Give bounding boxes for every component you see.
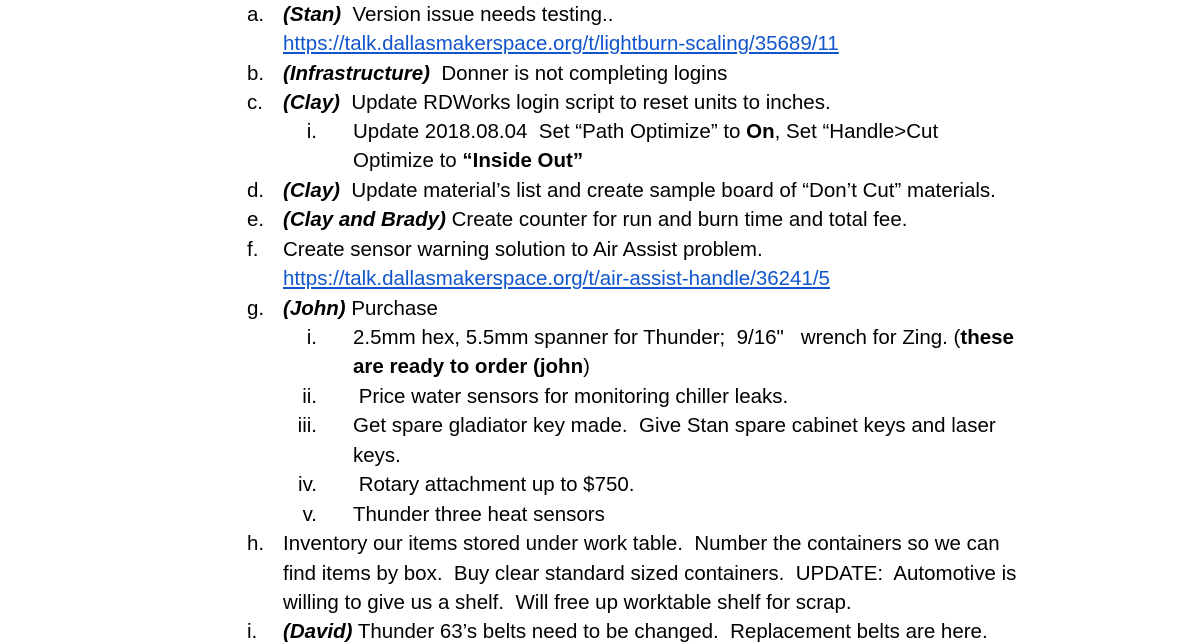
sub-c-text3: Optimize to <box>353 149 463 172</box>
list-item-h-cont1 <box>283 562 1016 586</box>
sublist-marker-g-iv: iv. <box>298 473 317 496</box>
assignee-david: (David) <box>283 620 353 643</box>
assignee-clay: (Clay) <box>283 91 340 114</box>
sub-g-ii-text: Price water sensors for monitoring chiller leaks. <box>353 385 789 408</box>
sub-c-bold-inside-out: “Inside Out” <box>462 149 584 172</box>
list-item-a-link-line <box>283 32 839 56</box>
sublist-item-g-i-cont <box>353 355 590 379</box>
item-h-line2: find items by box. Buy clear standard sized containers. UPDATE: Automotive is <box>283 562 1017 585</box>
list-marker-h: h. <box>247 532 265 555</box>
sublist-item-g-iv <box>353 473 634 497</box>
lightburn-scaling-link[interactable]: https://talk.dallasmakerspace.org/t/lightburn-scaling/35689/11 <box>283 32 839 55</box>
sublist-marker-g-i: i. <box>306 326 317 349</box>
assignee-infrastructure: (Infrastructure) <box>283 62 430 85</box>
list-marker-g: g. <box>247 297 265 320</box>
sublist-item-g-iii-cont <box>353 444 401 468</box>
item-h-line3: willing to give us a shelf. Will free up worktable shelf for scrap. <box>283 591 852 614</box>
list-item-d <box>283 179 996 203</box>
sublist-marker-g-v: v. <box>302 503 317 526</box>
list-item-f <box>283 238 763 262</box>
list-item-g <box>283 297 438 321</box>
item-g-text: Purchase <box>345 297 438 320</box>
sub-g-iii-text2: keys. <box>353 444 401 467</box>
sub-g-i-bold-these: these <box>960 326 1014 349</box>
item-b-text: Donner is not completing logins <box>429 62 728 85</box>
sub-c-text2: , Set “Handle>Cut <box>774 120 939 143</box>
item-f-text: Create sensor warning solution to Air Assist problem. <box>283 238 763 261</box>
sublist-item-g-i <box>353 326 1014 350</box>
list-item-h <box>283 532 1000 556</box>
item-d-text: Update material’s list and create sample board of “Don’t Cut” materials. <box>339 179 996 202</box>
sublist-marker-g-ii: ii. <box>302 385 317 408</box>
list-item-f-link-line <box>283 267 830 291</box>
list-marker-i: i. <box>247 620 258 643</box>
sublist-marker-c-i: i. <box>306 120 317 143</box>
sub-g-i-text2: ) <box>583 355 590 378</box>
assignee-clay-d: (Clay) <box>283 179 340 202</box>
sub-g-iv-text: Rotary attachment up to $750. <box>353 473 635 496</box>
sub-g-iii-text1: Get spare gladiator key made. Give Stan spare cabinet keys and laser <box>353 414 996 437</box>
sublist-item-c-i-cont <box>353 149 583 173</box>
assignee-clay-brady: (Clay and Brady) <box>283 208 446 231</box>
item-c-text: Update RDWorks login script to reset units to inches. <box>339 91 831 114</box>
list-marker-e: e. <box>247 208 265 231</box>
item-e-text: Create counter for run and burn time and total fee. <box>445 208 908 231</box>
list-marker-d: d. <box>247 179 265 202</box>
assignee-john: (John) <box>283 297 346 320</box>
sub-c-bold-on: On <box>746 120 775 143</box>
item-i-text: Thunder 63’s belts need to be changed. Replacement belts are here. <box>352 620 988 643</box>
sublist-item-g-ii <box>353 385 788 409</box>
sublist-item-g-iii <box>353 414 996 438</box>
item-h-line1: Inventory our items stored under work table. Number the containers so we can <box>283 532 1000 555</box>
sub-g-v-text: Thunder three heat sensors <box>353 503 605 526</box>
list-item-e <box>283 208 907 232</box>
item-a-text: Version issue needs testing.. <box>341 3 614 26</box>
list-marker-f: f. <box>247 238 259 261</box>
assignee-stan: (Stan) <box>283 3 342 26</box>
sub-g-i-bold-ready: are ready to order (john <box>353 355 584 378</box>
sublist-item-c-i <box>353 120 938 144</box>
sub-c-text1: Update 2018.08.04 Set “Path Optimize” to <box>353 120 747 143</box>
list-marker-a: a. <box>247 3 265 26</box>
sublist-marker-g-iii: iii. <box>297 414 317 437</box>
list-item-h-cont2 <box>283 591 852 615</box>
list-item-i <box>283 620 988 644</box>
list-marker-b: b. <box>247 62 265 85</box>
air-assist-handle-link[interactable]: https://talk.dallasmakerspace.org/t/air-assist-handle/36241/5 <box>283 267 830 290</box>
list-item-c <box>283 91 831 115</box>
sub-g-i-text1: 2.5mm hex, 5.5mm spanner for Thunder; 9/16" wrench for Zing. ( <box>353 326 961 349</box>
list-marker-c: c. <box>247 91 263 114</box>
list-item-a <box>283 3 613 27</box>
list-item-b <box>283 62 727 86</box>
sublist-item-g-v <box>353 503 605 527</box>
